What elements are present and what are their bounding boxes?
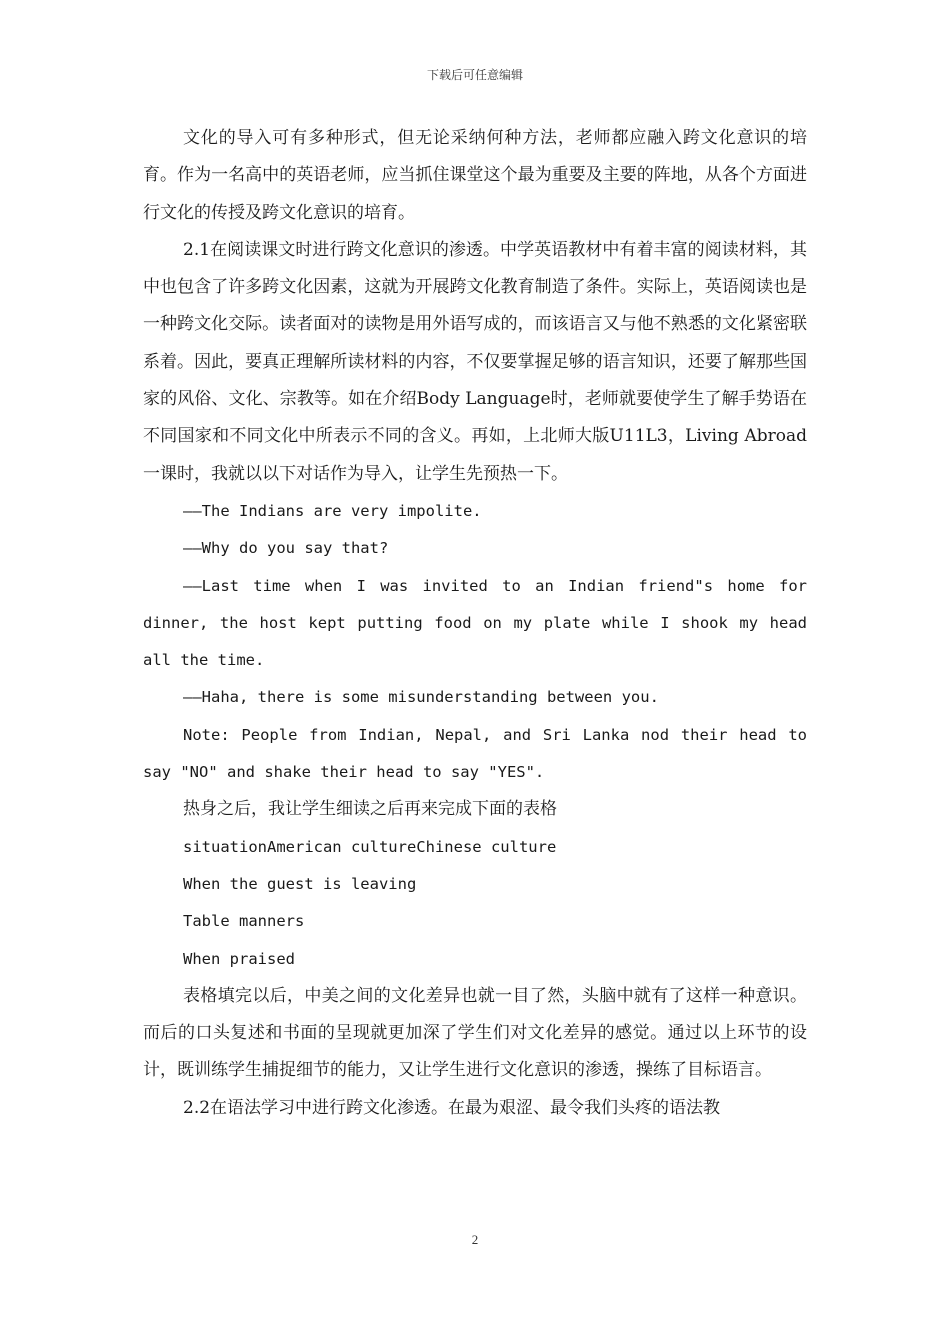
table-row-text: Table manners <box>183 912 305 931</box>
note-line: Note: People from Indian, Nepal, and Sri Lanka nod their head to say "NO" and shake their head to say "YES". <box>143 725 807 782</box>
table-row-text: When praised <box>183 949 295 968</box>
body-text <box>143 120 807 1127</box>
page-number: 2 <box>471 1232 479 1247</box>
dialogue-line: ——The Indians are very impolite. <box>183 501 482 520</box>
page-header: 下载后可任意编辑 <box>426 68 523 82</box>
table-row-text: When the guest is leaving <box>183 874 417 893</box>
dialogue-line: ——Why do you say that? <box>183 539 389 558</box>
dialogue-line: ——Haha, there is some misunderstanding between you. <box>183 688 659 707</box>
table-row-text: situationAmerican cultureChinese culture <box>183 837 557 856</box>
paragraph: 文化的导入可有多种形式，但无论采纳何种方法，老师都应融入跨文化意识的培育。作为一名高中的英语老师，应当抓住课堂这个最为重要及主要的阵地，从各个方面进行文化的传授及跨文化意识的培育。 <box>143 128 807 223</box>
paragraph: 2.1在阅读课文时进行跨文化意识的渗透。中学英语教材中有着丰富的阅读材料，其中也包含了许多跨文化因素，这就为开展跨文化教育制造了条件。实际上，英语阅读也是一种跨文化交际。读者面对的读物是用外语写成的，而该语言又与他不熟悉的文化紧密联系着。因此，要真正理解所读材料的内容，不仅要掌握足够的语言知识，还要了解那些国家的风俗、文化、宗教等。如在介绍Body Language时，老师就要使学生了解手势语在不同国家和不同文化中所表示不同的含义。再如，上北师大版U11L3，Living Abroad一课时，我就以以下对话作为导入，让学生先预热一下。 <box>143 239 807 484</box>
paragraph: 表格填完以后，中美之间的文化差异也就一目了然，头脑中就有了这样一种意识。而后的口头复述和书面的呈现就更加深了学生们对文化差异的感觉。通过以上环节的设计，既训练学生捕捉细节的能力，又让学生进行文化意识的渗透，操练了目标语言。 <box>143 985 807 1081</box>
dialogue-line: ——Last time when I was invited to an Indian friend"s home for dinner, the host kept putting food on my plate while I shook my head all the time. <box>143 576 807 670</box>
paragraph: 2.2在语法学习中进行跨文化渗透。在最为艰涩、最令我们头疼的语法教 <box>183 1097 721 1118</box>
paragraph: 热身之后，我让学生细读之后再来完成下面的表格 <box>183 799 557 820</box>
